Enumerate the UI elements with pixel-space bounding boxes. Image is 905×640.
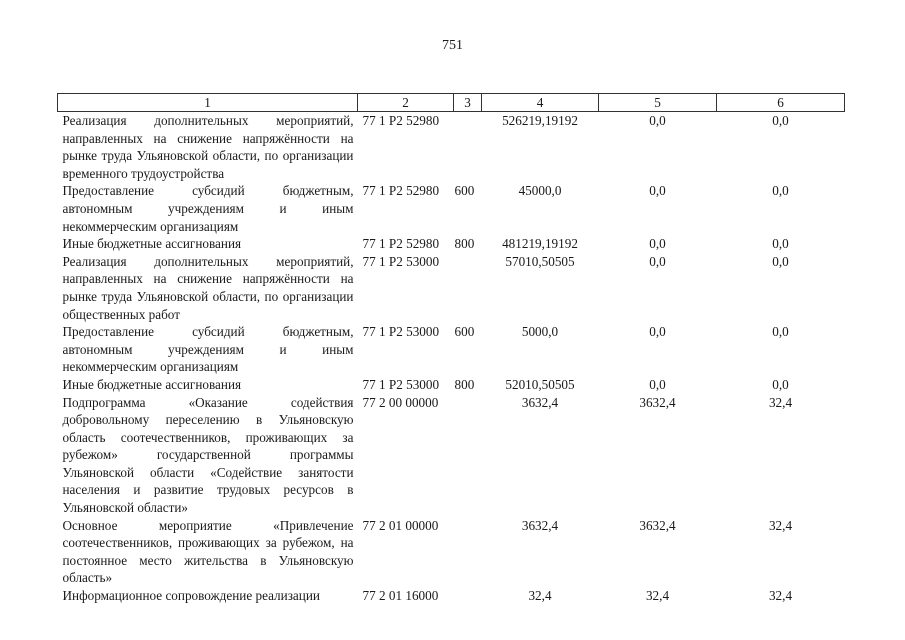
row-code: 77 2 00 00000 bbox=[362, 394, 439, 410]
row-name: Иные бюджетные ассигнования bbox=[62, 376, 242, 392]
table-row bbox=[58, 323, 845, 376]
row-value-5: 0,0 bbox=[649, 253, 666, 269]
row-value-4: 57010,50505 bbox=[505, 253, 575, 269]
row-value-5: 0,0 bbox=[649, 113, 666, 128]
row-kvr bbox=[454, 394, 482, 517]
row-value-5: 32,4 bbox=[645, 588, 670, 604]
row-value-4: 52010,50505 bbox=[505, 376, 575, 392]
row-value-4: 3632,4 bbox=[521, 394, 559, 410]
table-row bbox=[58, 182, 845, 235]
column-header-1: 1 bbox=[58, 94, 358, 112]
column-header-3: 3 bbox=[454, 94, 482, 112]
row-kvr bbox=[454, 253, 482, 323]
row-name: Иные бюджетные ассигнования bbox=[62, 236, 242, 252]
table-header-row bbox=[58, 94, 845, 112]
row-code: 77 2 01 00000 bbox=[362, 517, 439, 533]
row-name: Реализация дополнительных мероприятий, направленных на снижение напряжённости на рынке труда Ульяновской области, по организации временного трудоустройства bbox=[62, 113, 354, 181]
row-value-6: 0,0 bbox=[772, 236, 789, 252]
row-kvr: 800 bbox=[454, 236, 475, 252]
row-code: 77 1 Р2 52980 bbox=[362, 236, 440, 252]
row-name: Предоставление субсидий бюджетным, автономным учреждениям и иным некоммерческим организациям bbox=[62, 183, 354, 234]
row-kvr: 600 bbox=[454, 183, 475, 199]
budget-table bbox=[57, 93, 845, 605]
row-kvr bbox=[454, 112, 482, 183]
row-value-5: 0,0 bbox=[649, 376, 666, 392]
table-row bbox=[58, 253, 845, 323]
table-row bbox=[58, 394, 845, 517]
row-name: Подпрограмма «Оказание содействия добровольному переселению в Ульяновскую область соотечественников, проживающих за рубежом» государственной программы Ульяновской области «Содействие занятости населения и развитие трудовых ресурсов в Ульяновской области» bbox=[62, 394, 354, 516]
row-code: 77 2 01 16000 bbox=[362, 588, 439, 604]
column-header-4: 4 bbox=[482, 94, 599, 112]
table-row bbox=[58, 517, 845, 587]
row-value-5: 0,0 bbox=[649, 324, 666, 340]
row-value-5: 0,0 bbox=[649, 183, 666, 199]
row-value-4: 526219,19192 bbox=[502, 113, 578, 128]
table-row bbox=[58, 235, 845, 253]
row-name: Информационное сопровождение реализации bbox=[62, 588, 320, 604]
row-value-6: 0,0 bbox=[772, 376, 789, 392]
row-value-5: 3632,4 bbox=[639, 517, 676, 533]
row-name: Предоставление субсидий бюджетным, автономным учреждениям и иным некоммерческим организациям bbox=[62, 324, 354, 375]
row-value-4: 5000,0 bbox=[521, 324, 559, 340]
row-kvr: 800 bbox=[454, 376, 475, 392]
row-code: 77 1 Р2 53000 bbox=[362, 376, 440, 392]
row-value-6: 0,0 bbox=[772, 113, 789, 128]
column-header-6: 6 bbox=[717, 94, 845, 112]
table-row bbox=[58, 112, 845, 183]
row-value-5: 3632,4 bbox=[639, 394, 676, 410]
table-row bbox=[58, 376, 845, 394]
row-value-4: 45000,0 bbox=[518, 183, 562, 199]
row-value-6: 32,4 bbox=[768, 517, 793, 533]
row-value-4: 481219,19192 bbox=[502, 236, 578, 252]
row-kvr bbox=[454, 517, 482, 587]
page-number: 751 bbox=[442, 38, 463, 53]
row-code: 77 1 Р2 53000 bbox=[362, 324, 440, 340]
row-value-6: 32,4 bbox=[768, 588, 793, 604]
row-value-6: 32,4 bbox=[768, 394, 793, 410]
row-kvr bbox=[454, 587, 482, 605]
row-value-4: 3632,4 bbox=[521, 517, 559, 533]
row-name: Реализация дополнительных мероприятий, направленных на снижение напряжённости на рынке труда Ульяновской области, по организации общественных работ bbox=[62, 253, 354, 322]
row-kvr: 600 bbox=[454, 324, 475, 340]
row-code: 77 1 Р2 53000 bbox=[362, 253, 440, 269]
row-code: 77 1 Р2 52980 bbox=[362, 113, 440, 128]
row-value-4: 32,4 bbox=[528, 588, 552, 604]
row-value-6: 0,0 bbox=[772, 253, 789, 269]
column-header-2: 2 bbox=[358, 94, 454, 112]
row-code: 77 1 Р2 52980 bbox=[362, 183, 440, 199]
row-value-6: 0,0 bbox=[772, 183, 789, 199]
column-header-5: 5 bbox=[599, 94, 717, 112]
row-value-5: 0,0 bbox=[649, 236, 666, 252]
table-row bbox=[58, 587, 845, 605]
row-value-6: 0,0 bbox=[772, 324, 789, 340]
row-name: Основное мероприятие «Привлечение соотечественников, проживающих за рубежом, на постоянное место жительства в Ульяновскую область» bbox=[62, 517, 354, 586]
